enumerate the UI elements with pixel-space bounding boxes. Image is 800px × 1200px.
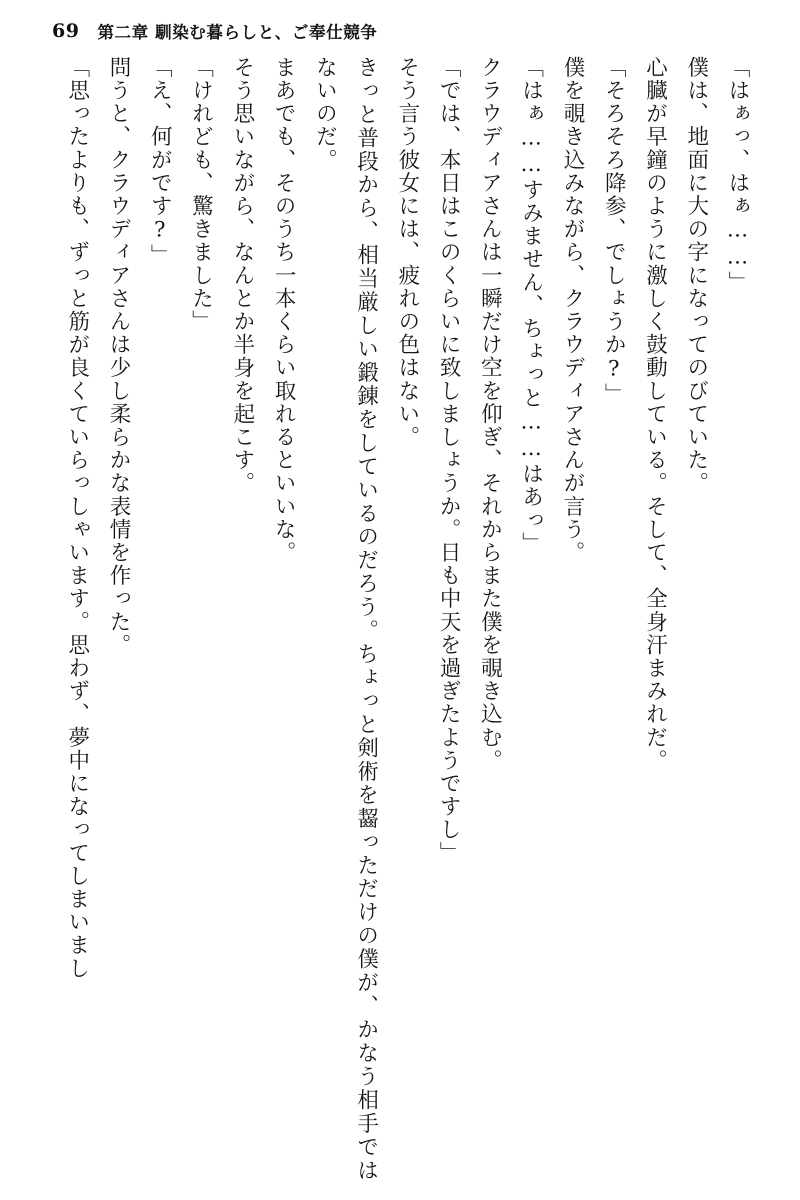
paragraph: そう言う彼女には、疲れの色はない。 <box>394 56 420 449</box>
paragraph: 「そろそろ降参、でしょうか?」 <box>601 56 627 406</box>
paragraph: 僕を覗き込みながら、クラウディアさんが言う。 <box>559 56 585 565</box>
vertical-text-block <box>42 56 758 1182</box>
paragraph: 心臓が早鐘のように激しく鼓動している。そして、全身汗まみれだ。 <box>642 56 668 773</box>
paragraph: 「え、何がです?」 <box>147 56 173 268</box>
paragraph: 問うと、クラウディアさんは少し柔らかな表情を作った。 <box>106 56 132 657</box>
paragraph: まあでも、そのうち一本くらい取れるといいな。 <box>271 56 297 565</box>
page-number: 69 <box>52 20 80 42</box>
chapter-title: 第二章 馴染む暮らしと、ご奉仕競争 <box>97 23 378 42</box>
paragraph: 僕は、地面に大の字になってのびていた。 <box>683 56 709 495</box>
page-body <box>42 56 758 1182</box>
paragraph: きっと普段から、相当厳しい鍛錬をしているのだろう。ちょっと剣術を齧っただけの僕が、かなう相手ではないのだ。 <box>312 56 379 1182</box>
paragraph: 「けれども、驚きました」 <box>188 56 214 334</box>
paragraph: クラウディアさんは一瞬だけ空を仰ぎ、それからまた僕を覗き込む。 <box>477 56 503 773</box>
running-head <box>52 14 748 48</box>
paragraph: 「思ったよりも、ずっと筋が良くていらっしゃいます。思わず、夢中になってしまいまし <box>64 56 90 980</box>
paragraph: そう思いながら、なんとか半身を起こす。 <box>229 56 255 495</box>
paragraph: 「はぁっ、はぁ……」 <box>725 56 750 294</box>
paragraph: 「では、本日はこのくらいに致しましょうか。日も中天を過ぎたようですし」 <box>436 56 462 865</box>
paragraph: 「はぁ……すみません、ちょっと……はあっ」 <box>518 56 544 556</box>
